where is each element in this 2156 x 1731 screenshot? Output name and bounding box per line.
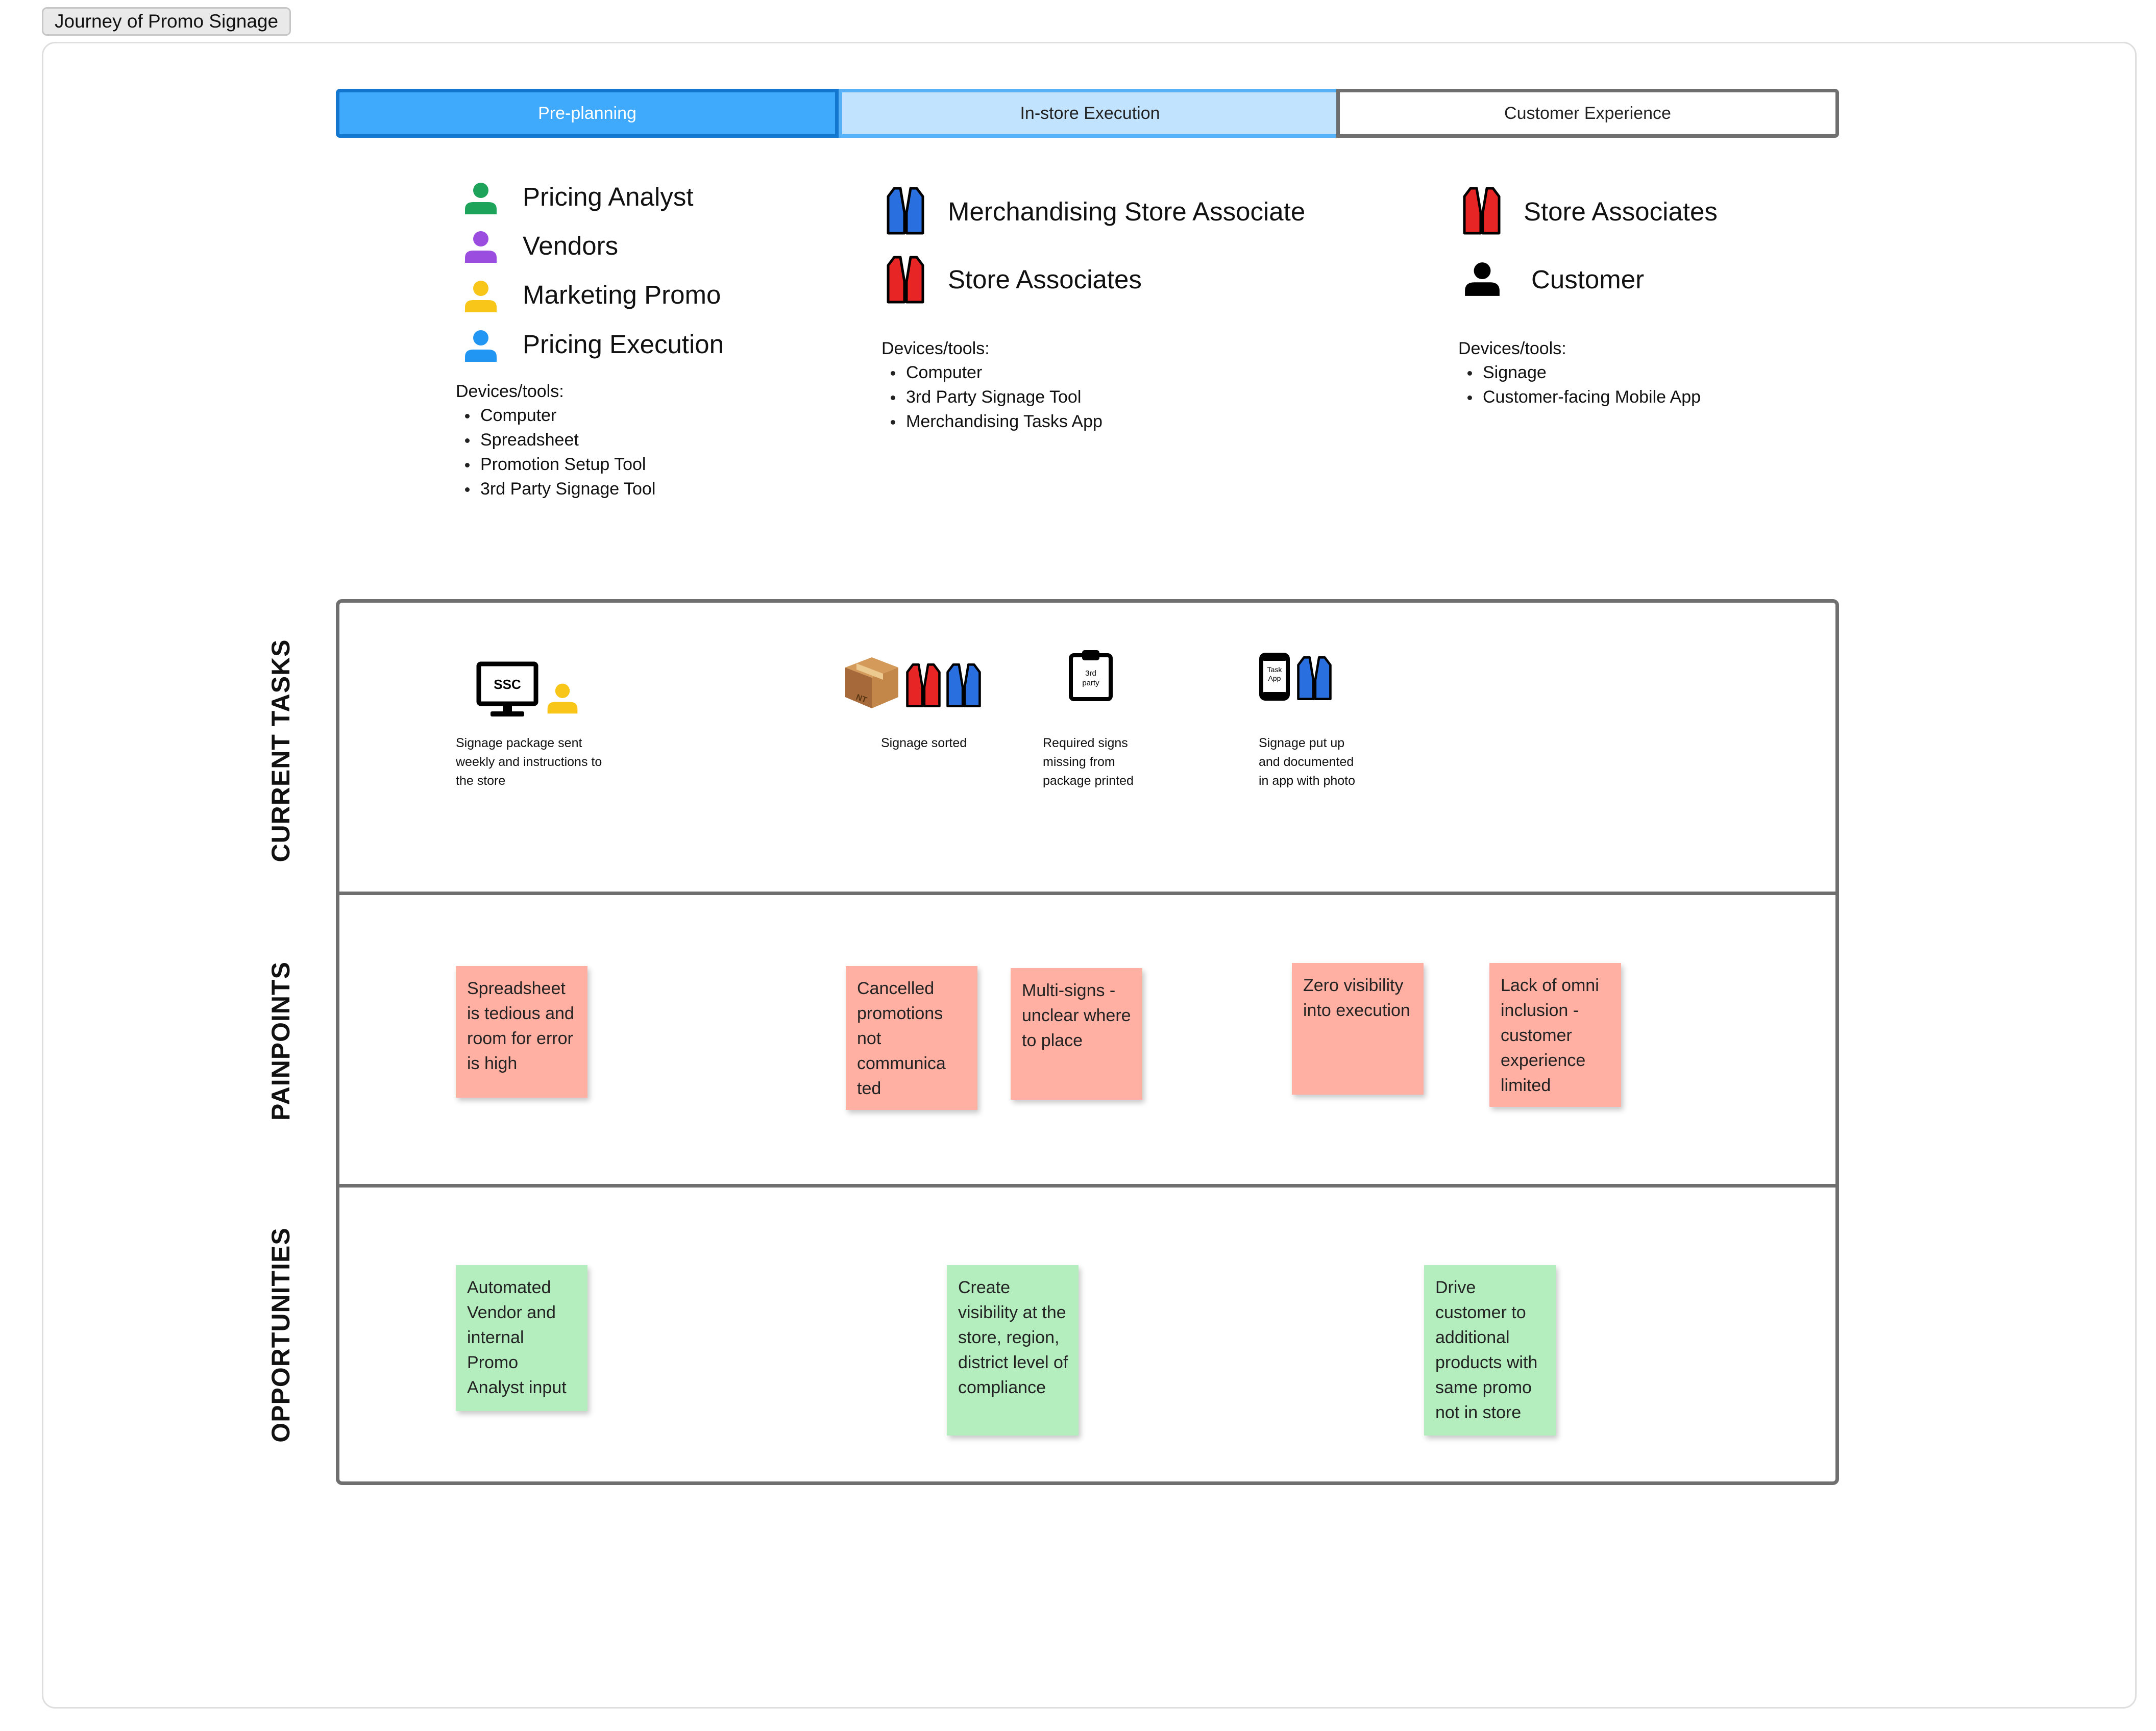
task-text: Required signs missing from package printed [1043,736,1134,788]
devices-tools-title: Devices/tools: [456,382,564,401]
vest-icon [1295,655,1333,701]
monitor-label: SSC [494,677,521,692]
tool-item: Computer [456,403,655,428]
person-icon [545,680,580,715]
phase-pre-planning[interactable]: Pre-planning [336,89,839,138]
tool-item: Promotion Setup Tool [456,452,655,477]
task-3-icons [1068,648,1114,704]
opportunity-sticky[interactable]: Drive customer to additional products with same promo not in store [1424,1265,1556,1436]
role-vendors [462,228,500,264]
vest-icon [885,186,926,235]
painpoint-sticky[interactable]: Multi-signs - unclear where to place [1011,968,1142,1100]
task-text: Signage package sent weekly and instructions to the store [456,736,602,788]
person-icon [462,278,500,313]
painpoint-sticky[interactable]: Zero visibility into execution [1292,963,1424,1095]
tool-item: Computer [881,360,1102,385]
role-label: Merchandising Store Associate [948,197,1306,226]
tool-item: 3rd Party Signage Tool [881,385,1102,409]
svg-text:3rd: 3rd [1085,669,1096,678]
box-icon [841,650,902,711]
monitor-icon [476,661,538,719]
devices-tools-title: Devices/tools: [881,339,990,358]
tool-item: Signage [1458,360,1701,385]
role-store-associates [885,255,926,307]
svg-text:Task: Task [1267,665,1282,674]
opportunity-sticky[interactable]: Create visibility at the store, region, district level of compliance [947,1265,1079,1436]
devices-tools-list [881,360,1102,434]
devices-tools-list [1458,360,1701,409]
clipboard-icon [1068,648,1114,701]
devices-tools-title: Devices/tools: [1458,339,1566,358]
lane-label-painpoints: PAINPOINTS [266,961,295,1121]
frame-title[interactable]: Journey of Promo Signage [42,7,291,36]
tool-item: Spreadsheet [456,428,655,452]
tool-item: 3rd Party Signage Tool [456,477,655,501]
role-customer [1463,260,1502,300]
vest-icon [945,662,983,708]
lane-label-opportunities: OPPORTUNITIES [266,1227,295,1443]
task-text: Signage sorted [881,736,967,750]
task-1-icons [476,661,580,721]
task-2-icons [841,650,983,714]
vest-icon [1461,186,1502,235]
role-label: Store Associates [948,265,1142,294]
role-label: Store Associates [1524,197,1718,226]
role-marketing-promo [462,278,500,313]
role-label: Marketing Promo [523,280,721,309]
painpoint-sticky[interactable]: Lack of omni inclusion - customer experience limited [1489,963,1621,1107]
phase-in-store-execution[interactable]: In-store Execution [839,89,1341,138]
opportunity-sticky[interactable]: Automated Vendor and internal Promo Analyst input [456,1265,587,1411]
person-icon [1463,260,1502,297]
painpoint-sticky[interactable]: Cancelled promotions not communica ted [846,966,977,1110]
role-label: Pricing Analyst [523,182,694,211]
role-pricing-analyst [462,180,500,215]
role-pricing-execution [462,327,500,363]
role-label: Pricing Execution [523,330,724,359]
phone-icon [1259,652,1290,701]
lane-label-current-tasks: CURRENT TASKS [266,639,295,862]
person-icon [462,228,500,264]
devices-tools-list [456,403,655,501]
task-4-icons [1259,652,1333,704]
role-store-associates [1461,186,1502,238]
phase-customer-experience[interactable]: Customer Experience [1336,89,1839,138]
tool-item: Merchandising Tasks App [881,409,1102,434]
tool-item: Customer-facing Mobile App [1458,385,1701,409]
role-merchandising-store-associate [885,186,926,238]
person-icon [462,180,500,215]
painpoint-sticky[interactable]: Spreadsheet is tedious and room for error is high [456,966,587,1098]
role-label: Customer [1531,265,1645,294]
svg-text:NT: NT [854,693,868,705]
vest-icon [885,255,926,304]
task-text: Signage put up and documented in app with photo [1259,736,1356,788]
role-label: Vendors [523,231,619,260]
svg-text:App: App [1268,674,1281,682]
svg-text:party: party [1082,679,1099,687]
vest-icon [904,662,942,708]
person-icon [462,327,500,363]
